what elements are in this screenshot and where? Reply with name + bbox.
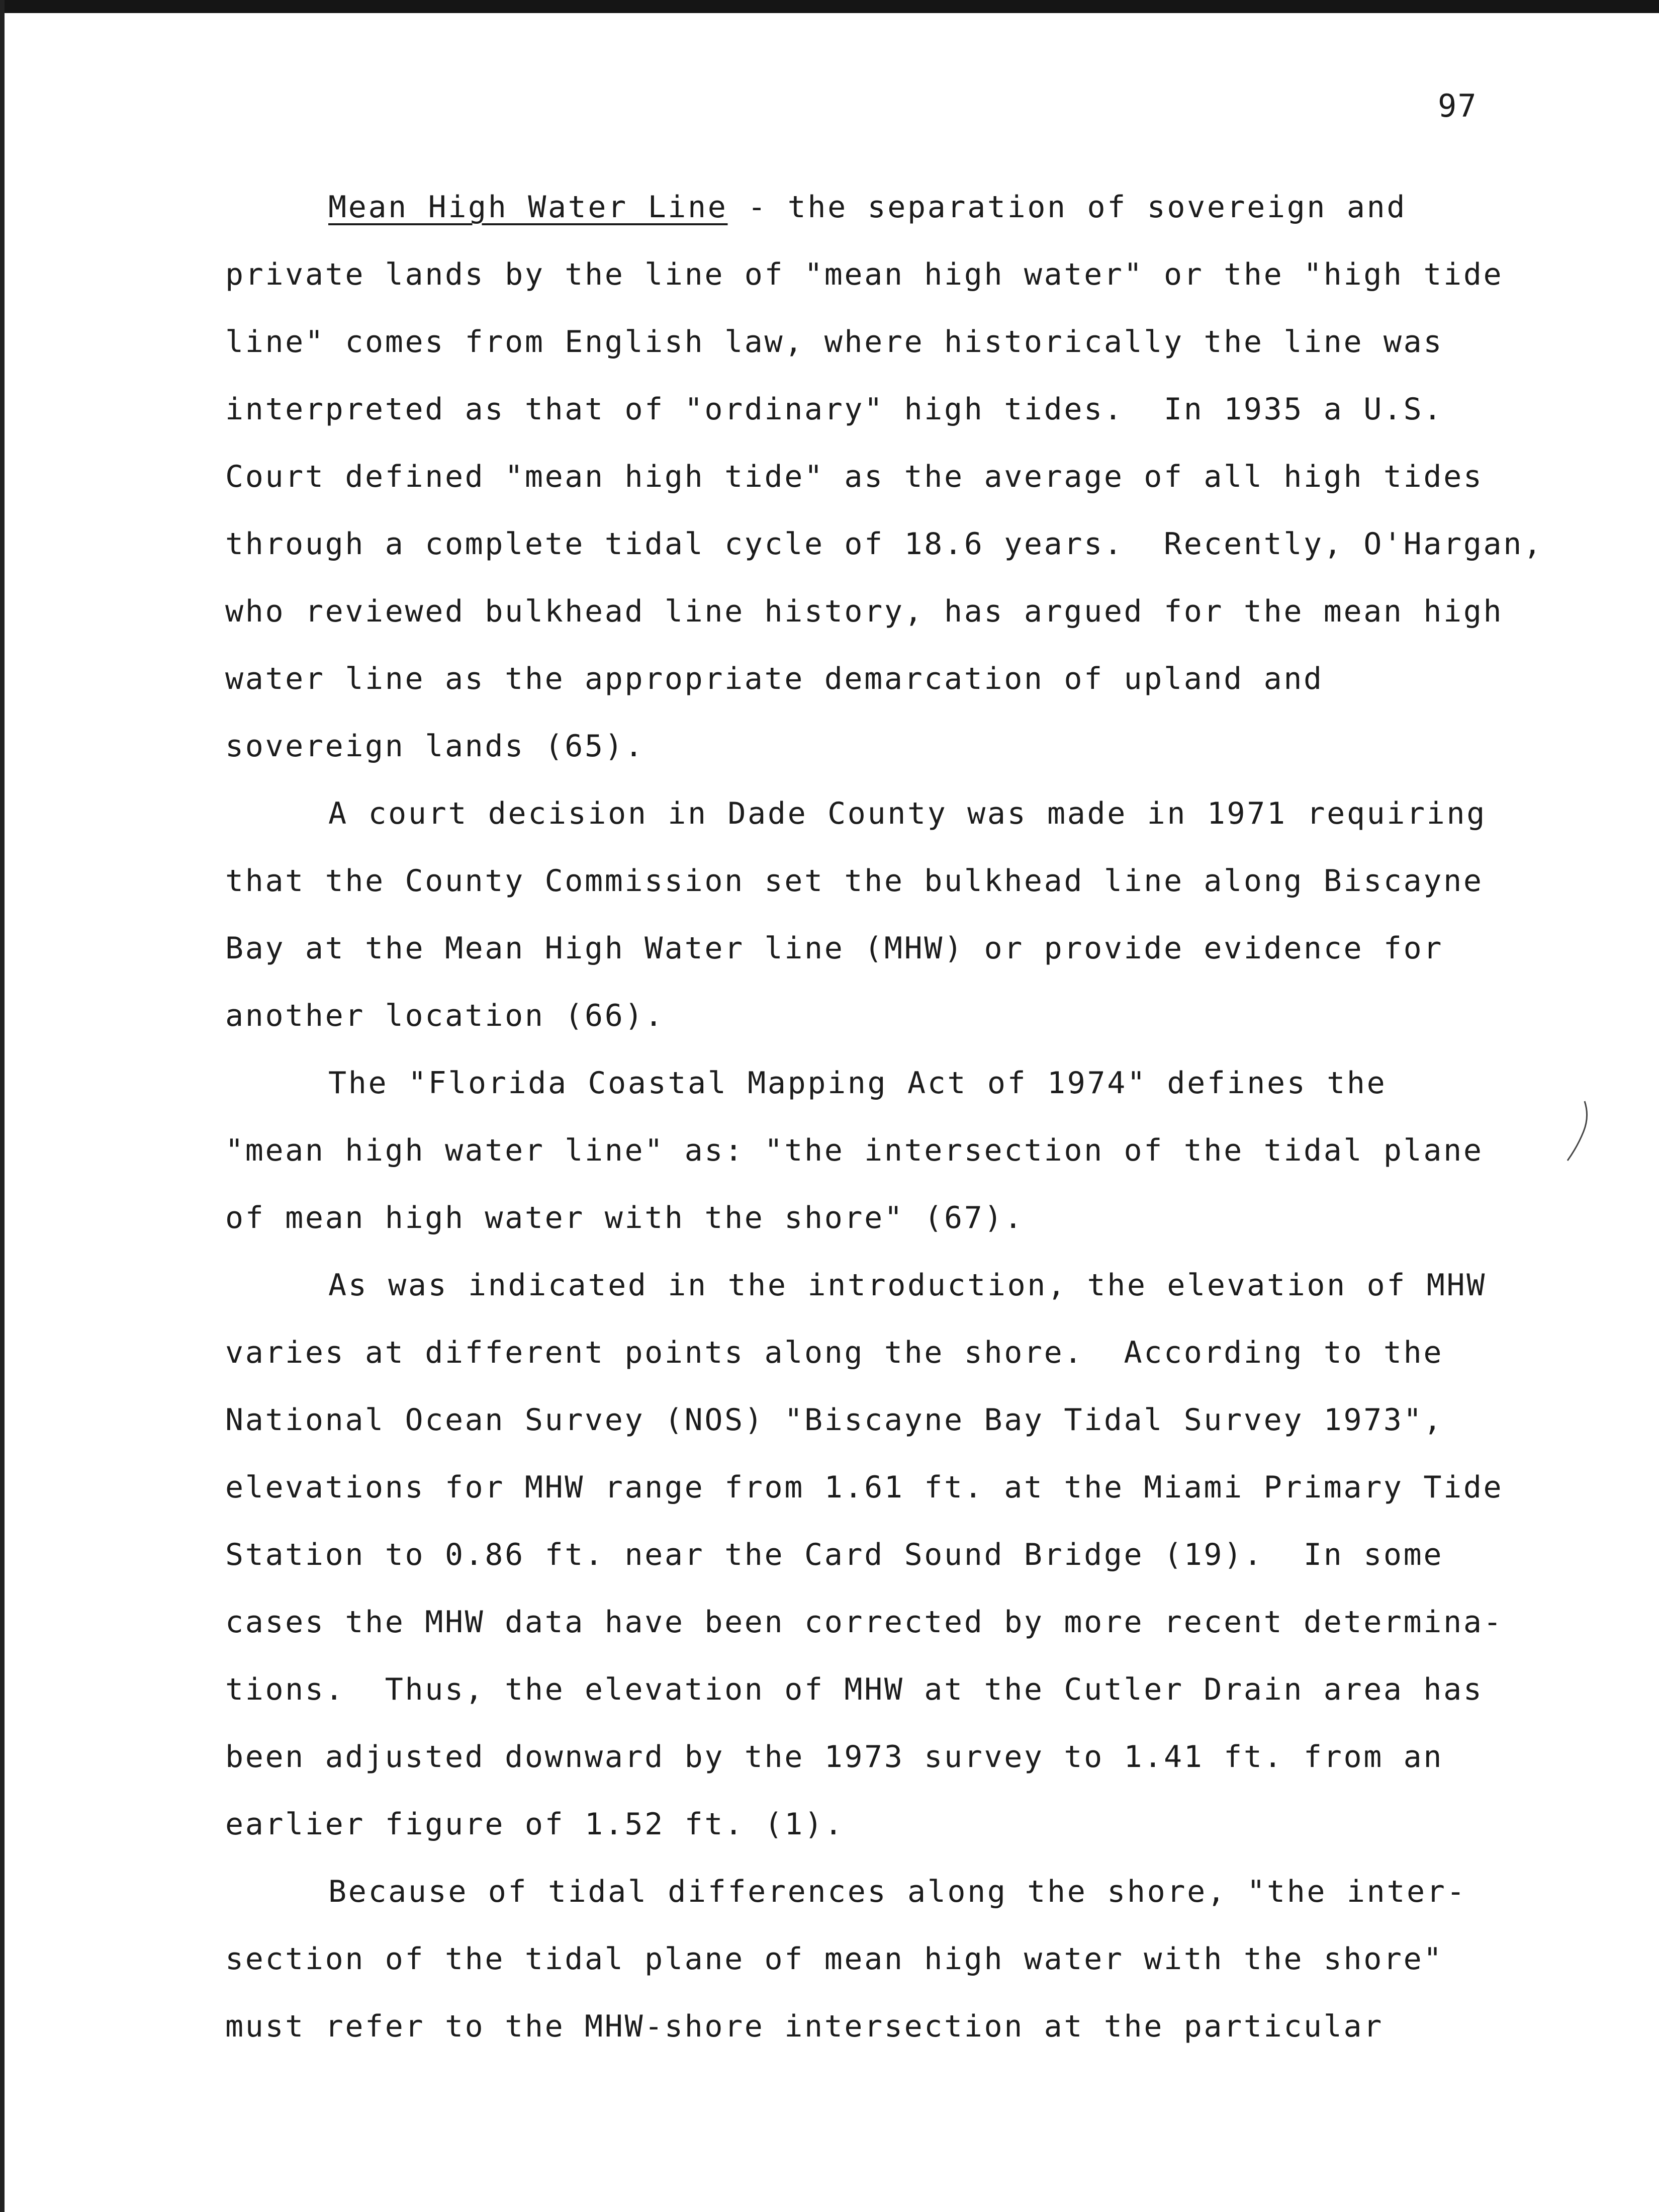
text-line: of mean high water with the shore" (67). <box>225 1200 1024 1235</box>
text-line: A court decision in Dade County was made in 1971 requiring <box>328 796 1487 831</box>
text-line: tions. Thus, the elevation of MHW at the Cutler Drain area has <box>225 1672 1484 1707</box>
text-line: interpreted as that of "ordinary" high tides. In 1935 a U.S. <box>225 392 1444 427</box>
text-line: cases the MHW data have been corrected by more recent determina- <box>225 1605 1504 1640</box>
text-line: another location (66). <box>225 998 665 1033</box>
text-line: who reviewed bulkhead line history, has argued for the mean high <box>225 594 1504 629</box>
page-number: 97 <box>1438 87 1478 124</box>
text-line: The "Florida Coastal Mapping Act of 1974" defines the <box>328 1066 1387 1101</box>
text-line: must refer to the MHW-shore intersection at the particular <box>225 2009 1384 2044</box>
paragraph-mean-high-water-line <box>225 173 1573 780</box>
text-line: "mean high water line" as: "the intersection of the tidal plane <box>225 1133 1484 1168</box>
text-line: elevations for MHW range from 1.61 ft. at the Miami Primary Tide <box>225 1470 1504 1505</box>
text-line: National Ocean Survey (NOS) "Biscayne Bay Tidal Survey 1973", <box>225 1402 1444 1438</box>
text-line: water line as the appropriate demarcation of upland and <box>225 661 1324 696</box>
paragraph-mhw-elevation <box>225 1252 1573 1858</box>
paragraph-first-line <box>225 173 1573 241</box>
heading-continuation: - the separation of sovereign and <box>727 190 1407 225</box>
top-scan-border <box>0 0 1659 13</box>
text-line: section of the tidal plane of mean high water with the shore" <box>225 1941 1444 1977</box>
text-line: that the County Commission set the bulkhead line along Biscayne <box>225 863 1484 899</box>
text-line: Bay at the Mean High Water line (MHW) or provide evidence for <box>225 931 1444 966</box>
text-line: earlier figure of 1.52 ft. (1). <box>225 1807 845 1842</box>
paragraph-mapping-act <box>225 1049 1573 1252</box>
text-line: sovereign lands (65). <box>225 729 645 764</box>
text-line: Court defined "mean high tide" as the average of all high tides <box>225 459 1484 494</box>
text-line: line" comes from English law, where historically the line was <box>225 324 1444 360</box>
text-line: private lands by the line of "mean high water" or the "high tide <box>225 257 1504 292</box>
margin-pencil-mark <box>1563 1096 1594 1167</box>
text-line: Station to 0.86 ft. near the Card Sound Bridge (19). In some <box>225 1537 1444 1572</box>
paragraph-court-decision <box>225 780 1573 1049</box>
text-line: As was indicated in the introduction, the elevation of MHW <box>328 1268 1487 1303</box>
left-scan-border <box>0 0 5 2212</box>
text-line: varies at different points along the shore. According to the <box>225 1335 1444 1370</box>
section-heading: Mean High Water Line <box>328 190 728 225</box>
paragraph-tidal-differences <box>225 1858 1573 2060</box>
document-body <box>225 173 1573 2060</box>
text-line: through a complete tidal cycle of 18.6 years. Recently, O'Hargan, <box>225 526 1543 562</box>
text-line: been adjusted downward by the 1973 survey to 1.41 ft. from an <box>225 1739 1444 1775</box>
text-line: Because of tidal differences along the shore, "the inter- <box>328 1874 1467 1909</box>
